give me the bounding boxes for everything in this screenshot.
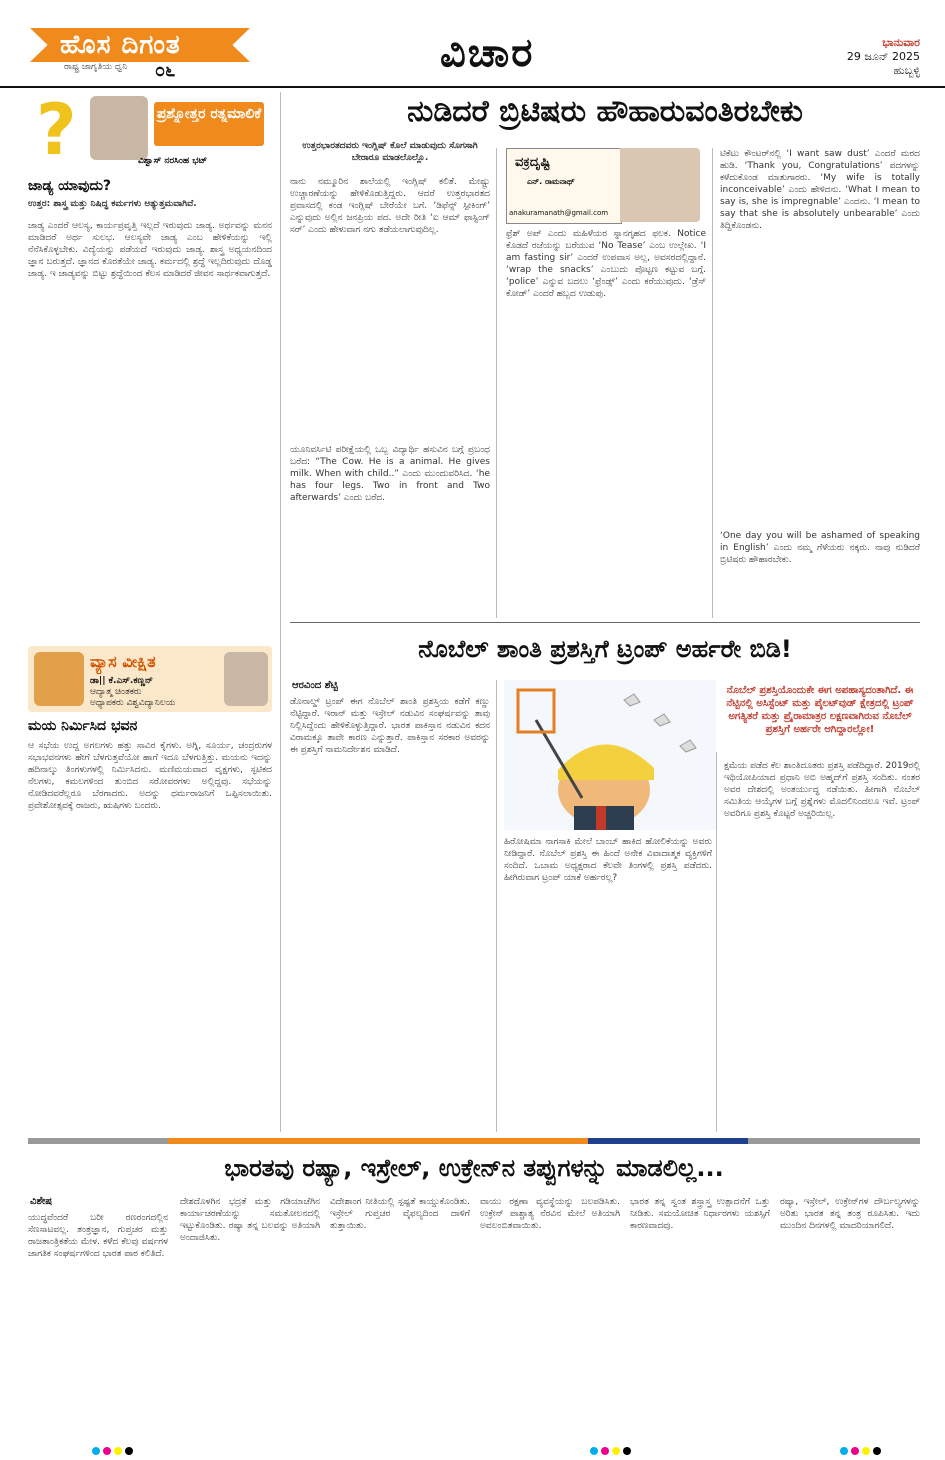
trump-col1: ಡೊನಾಲ್ಡ್ ಟ್ರಂಪ್ ಈಗ ನೊಬೆಲ್ ಶಾಂತಿ ಪ್ರಶಸ್ತಿಯ ಕಡೆಗೆ ಕಣ್ಣು ನೆಟ್ಟಿದ್ದಾರೆ. ಇರಾನ್ ಮತ್ತು ಇಸ್ರೇಲ್ ನಡುವಿನ ಸಂಘರ್ಷವನ್ನು ತಾವು ನಿಲ್ಲಿಸಿದ್ದೆಂದು ಹೇಳಿಕೊಳ್ಳುತ್ತಿದ್ದಾರೆ. ಭಾರತ ಪಾಕಿಸ್ತಾನ ನಡುವಿನ ಕದನ ವಿರಾಮಕ್ಕೂ ತಾವೇ ಕಾರಣ ಎನ್ನುತ್ತಾರೆ. ಪಾಕಿಸ್ತಾನ ಸರಕಾರ ಅವರನ್ನು ಈ ಪ್ರಶಸ್ತಿಗೆ ನಾಮನಿರ್ದೇಶನ ಮಾಡಿದೆ. xyxy=(290,697,490,755)
vyasa-author-block xyxy=(90,676,175,709)
main-col3: ಟಿಕೆಟು ಕೌಂಟರ್‌ನಲ್ಲಿ ‘I want saw dust’ ಎಂದರೆ ಮರದ ಹುಡಿ. ‘Thank you, Congratulations’ ಪದಗಳನ್ನು ಕಳೆದುಕೊಂಡ ಮಾತುಗಾರರು. ‘My wife is totally inconceivable’ ಎಂದು ಹೇಳಿದನು. ‘What I mean to say is, she is impregnable’ ಎಂದನು. ‘I mean to say that she is absolutely unbearable’ ಎಂದು ತಿದ್ದಿಕೊಂಡನು. xyxy=(720,149,920,231)
vyasa-series-title: ವ್ಯಾಸ ವೀಕ್ಷಿತ xyxy=(90,652,156,671)
main-author: ಎನ್. ರಾಮನಾಥ್ xyxy=(527,177,575,186)
column-divider xyxy=(280,92,281,1132)
trump-author: ಆರವಿಂದ ಶೆಟ್ಟಿ xyxy=(292,680,338,691)
separator-band xyxy=(588,1138,748,1144)
vyasa-author: ಡಾ|| ಕೆ.ಎಸ್.ಕಣ್ಣನ್ xyxy=(90,676,153,686)
qa-lead: ಉತ್ತರ: ಶಾಸ್ತ್ರ ಮತ್ತು ನಿಷಿದ್ಧ ಕರ್ಮಗಳು ಅತ್ಯುತ್ತಮವಾಗಿವೆ. xyxy=(28,199,197,209)
separator-band xyxy=(28,1138,168,1144)
vyasa-headline[interactable]: ಮಯ ನಿರ್ಮಿಸಿದ ಭವನ xyxy=(28,718,138,734)
column-divider xyxy=(496,680,497,1132)
qa-author: ವಿಶ್ವಾಸ್ ನರಸಿಂಹ ಭಟ್ xyxy=(138,156,208,166)
sage-illustration xyxy=(34,652,84,706)
main-col1b: ಯೂನಿವರ್ಸಿಟಿ ಪರೀಕ್ಷೆಯಲ್ಲಿ ಒಬ್ಬ ವಿದ್ಯಾರ್ಥಿ ಹಸುವಿನ ಬಗ್ಗೆ ಪ್ರಬಂಧ ಬರೆದ: “The Cow. He is a animal. He gives milk. When with child..” ಎಂದು ಮುಂದುವರಿಸಿದ. ‘he has four legs. Two in front and Two afterwards’ ಎಂದು ಬರೆದ. xyxy=(290,445,490,503)
column-divider xyxy=(496,148,497,618)
section-title: ವಿಚಾರ xyxy=(440,30,535,76)
vyasa-author-org: ಅಧ್ಯಾಪಕರು ವಿಶ್ವವಿದ್ಯಾನಿಲಯ xyxy=(90,698,176,708)
column-divider xyxy=(712,148,713,618)
column-name: ವಕ್ರದೃಷ್ಟಿ xyxy=(515,155,551,170)
bottom-col4: ವಾಯು ರಕ್ಷಣಾ ವ್ಯವಸ್ಥೆಯನ್ನು ಬಲಪಡಿಸಿತು. ಉಕ್ರೇನ್ ಪಾಶ್ಚಾತ್ಯ ನೆರವಿನ ಮೇಲೆ ಅತಿಯಾಗಿ ಅವಲಂಬಿತವಾಯಿತು. xyxy=(480,1197,620,1231)
issue-date: 29 ಜೂನ್ 2025 xyxy=(846,50,920,63)
vyasa-author-role: ಆದ್ಯಾತ್ಮ ಚಿಂತಕರು xyxy=(90,687,142,697)
bottom-col3: ವಿದೇಶಾಂಗ ನೀತಿಯಲ್ಲಿ ಸ್ಪಷ್ಟತೆ ಕಾಯ್ದುಕೊಂಡಿತು. ಇಸ್ರೇಲ್ ಗುಪ್ತಚರ ವೈಫಲ್ಯದಿಂದ ದಾಳಿಗೆ ತುತ್ತಾಯಿತು. xyxy=(330,1197,470,1231)
qa-header xyxy=(28,92,272,172)
registration-marks xyxy=(590,1440,634,1459)
issue-city: ಹುಬ್ಬಳ್ಳಿ xyxy=(893,64,920,77)
separator-band xyxy=(168,1138,588,1144)
issue-day: ಭಾನುವಾರ xyxy=(882,36,920,49)
paper-name[interactable]: ಹೊಸ ದಿಗಂತ xyxy=(60,30,181,60)
paper-tagline: ರಾಷ್ಟ್ರ ಜಾಗೃತಿಯ ಧ್ವನಿ xyxy=(64,62,128,72)
qa-series-title: ಪ್ರಶ್ನೋತ್ತರ ರತ್ನಮಾಲಿಕೆ xyxy=(154,102,264,146)
bottom-col6: ರಷ್ಯಾ, ಇಸ್ರೇಲ್, ಉಕ್ರೇನ್‌ಗಳ ದೌರ್ಬಲ್ಯಗಳನ್ನು ಅರಿತು ಭಾರತ ತನ್ನ ತಂತ್ರ ರೂಪಿಸಿತು. ಇದು ಮುಂದಿನ ದಿನಗಳಲ್ಲಿ ಮಾದರಿಯಾಗಲಿದೆ. xyxy=(780,1197,920,1231)
trump-col3: ಕ್ಷಮೆಯ ಪಡೆದ ಕೆಲ ಶಾಂತಿದೂತರು ಪ್ರಶಸ್ತಿ ಪಡೆದಿದ್ದಾರೆ. 2019ರಲ್ಲಿ ಇಥಿಯೋಪಿಯಾದ ಪ್ರಧಾನಿ ಅಬಿ ಅಹ್ಮದ್‌ಗೆ ಪ್ರಶಸ್ತಿ ಸಂದಿತು. ನಂತರ ಅವರ ದೇಶದಲ್ಲಿ ಅಂತರ್ಯುದ್ಧ ನಡೆಯಿತು. ಹೀಗಾಗಿ ನೊಬೆಲ್ ಸಮಿತಿಯ ಆಯ್ಕೆಗಳ ಬಗ್ಗೆ ಪ್ರಶ್ನೆಗಳು ಮೊದಲಿನಿಂದಲೂ ಇವೆ. ಟ್ರಂಪ್ ಅವರಿಗೂ ಪ್ರಶಸ್ತಿ ಕೊಟ್ಟರೆ ಅಚ್ಚರಿಯಿಲ್ಲ. xyxy=(724,761,920,819)
main-headline[interactable]: ನುಡಿದರೆ ಬ್ರಿಟಿಷರು ಹೌಹಾರುವಂತಿರಬೇಕು xyxy=(407,94,803,129)
trump-col2: ಹಿರೋಷಿಮಾ ನಾಗಸಾಕಿ ಮೇಲೆ ಬಾಂಬ್ ಹಾಕಿದ ಹೋಲಿಕೆಯನ್ನು ಅವರು ನೀಡಿದ್ದಾರೆ. ನೊಬೆಲ್ ಪ್ರಶಸ್ತಿ ಈ ಹಿಂದೆ ಅನೇಕ ವಿವಾದಾತ್ಮಕ ವ್ಯಕ್ತಿಗಳಿಗೆ ಸಂದಿದೆ. ಒಬಾಮ ಅಧ್ಯಕ್ಷರಾದ ಕೆಲವೇ ತಿಂಗಳಲ್ಲಿ ಪ್ರಶಸ್ತಿ ಪಡೆದರು. ಹೀಗಿರುವಾಗ ಟ್ರಂಪ್ ಯಾಕೆ ಅರ್ಹರಲ್ಲ? xyxy=(504,837,712,883)
main-deck: ಉತ್ತರಭಾರತದವರು ಇಂಗ್ಲಿಷ್ ಕೊಲೆ ಮಾಡುವುದು ಸೊಗಸಾಗಿ ಬೇರಾರೂ ಮಾಡಲೊಲ್ಲೊ. xyxy=(302,141,478,163)
trump-cartoon xyxy=(504,680,716,830)
registration-marks xyxy=(92,1440,136,1459)
qa-headline[interactable]: ಜಾಡ್ಯ ಯಾವುದು? xyxy=(28,178,112,194)
date-box xyxy=(810,36,920,78)
bottom-author: ವಿಶೇಷ xyxy=(30,1196,53,1207)
trump-pullquote: ನೊಬೆಲ್ ಪ್ರಶಸ್ತಿಯೊಂದುಕೇ ಈಗ ಅಪಹಾಸ್ಯದಂತಾಗಿದೆ. ಈ ನೆಟ್ಟಿನಲ್ಲಿ ಅಸಿಸ್ಟೆಂಟ್ ಮತ್ತು ಪೈಲಟ್‌ವುಡ್ ಕ್ಷೇತ್ರದಲ್ಲಿ ಟ್ರಂಪ್ ಅಗತ್ಯಿತರೆ ಮತ್ತು ಪ್ರೈರಾಮಾತ್ರರ ಲಕ್ಷಣವಾಗಿರುವ ನೊಬೆಲ್ ಪ್ರಶಸ್ತಿಗೆ ಅರ್ಹರೇ ಆಗಿದ್ದಾರಲ್ಲೋ! xyxy=(726,685,914,735)
bottom-col5: ಭಾರತ ತನ್ನ ಸ್ವಂತ ಶಸ್ತ್ರಾಸ್ತ್ರ ಉತ್ಪಾದನೆಗೆ ಒತ್ತು ನೀಡಿತು. ಸಮಯೋಚಿತ ನಿರ್ಧಾರಗಳು ಯಶಸ್ಸಿಗೆ ಕಾರಣವಾದವು. xyxy=(630,1197,770,1231)
column-divider xyxy=(716,752,717,1132)
bottom-col1: ಯುದ್ಧವೆಂದರೆ ಬರೀ ರಣರಂಗದಲ್ಲಿನ ಸೆಣಸಾಟವಲ್ಲ. ತಂತ್ರಜ್ಞಾನ, ಗುಪ್ತಚರ ಮತ್ತು ರಾಜತಾಂತ್ರಿಕತೆಯ ಮೇಳ. ಕಳೆದ ಕೆಲವು ವರ್ಷಗಳ ಜಾಗತಿಕ ಸಂಘರ್ಷಗಳಿಂದ ಭಾರತ ಪಾಠ ಕಲಿತಿದೆ. xyxy=(28,1213,168,1259)
svg-text:?: ? xyxy=(36,92,77,164)
main-col2: ಫ್ರೆಶ್ ಅಪ್ ಎಂದು ಮಹಿಳೆಯರ ಸ್ನಾನಗೃಹದ ಫಲಕ. Notice ಕೊಡದೆ ರಜೆಯನ್ನು ಬರೆಯುವ ‘No Tease’ ಎಂಬ ಉಲ್ಲೇಖ. ‘I am fasting sir’ ಎಂದರೆ ಉಪವಾಸ ಅಲ್ಲ, ಅವಸರದಲ್ಲಿದ್ದಾನೆ. ‘wrap the snacks’ ಎಂಬುದು ಪೊಟ್ಟಣ ಕಟ್ಟುವ ಬಗ್ಗೆ. ‘police’ ಎನ್ನುವ ಬದಲು ‘ಫ್ರೆಂಡ್ಸ್’ ಎಂದು ಕರೆಯುವುದು. ‘ಡ್ರೆಸ್ ಕೋಡ್’ ಎಂದರೆ ಹಬ್ಬದ ಉಡುಪು. xyxy=(506,229,706,299)
vyasa-body: ಆ ಸಭೆಯ ಉದ್ದ ಅಗಲಗಳು ಹತ್ತು ಸಾವಿರ ಕೈಗಳು. ಅಗ್ನಿ, ಸೂರ್ಯ, ಚಂದ್ರರುಗಳ ಸಭಾಭವನಗಳು ಹೇಗೆ ಬೆಳಗುತ್ತವೆಯೋ ಹಾಗೆ ಇದೂ ಬೆಳಗುತ್ತಿತ್ತು. ಮಯನು ಇದನ್ನು ಹದಿನಾಲ್ಕು ತಿಂಗಳುಗಳಲ್ಲಿ ನಿರ್ಮಿಸಿದನು. ಮಣಿಮಯವಾದ ವೃಕ್ಷಗಳು, ಸ್ಫಟಿಕದ ನೆಲಗಳು, ಕಮಲಗಳಿಂದ ತುಂಬಿದ ಸರೋವರಗಳು ಅಲ್ಲಿದ್ದವು. ಸಭೆಯನ್ನು ನೋಡಿದವರೆಲ್ಲರೂ ಬೆರಗಾದರು. ಅದನ್ನು ಧರ್ಮರಾಜನಿಗೆ ಒಪ್ಪಿಸಲಾಯಿತು. ಪ್ರವೇಶೋತ್ಸವಕ್ಕೆ ರಾಜರು, ಋಷಿಗಳು ಬಂದರು. xyxy=(28,741,272,811)
qa-body: ಜಾಡ್ಯ ಎಂದರೆ ಆಲಸ್ಯ, ಕಾರ್ಯಪ್ರವೃತ್ತಿ ಇಲ್ಲದೆ ಇರುವುದು ಜಾಡ್ಯ. ಅರ್ಥವನ್ನು ಮನನ ಮಾಡಿದರೆ ಅರ್ಥ ಸುಲಭ. ಆಲಸ್ಯವೇ ಜಾಡ್ಯ ಎಂಬ ಹೇಳಿಕೆಯನ್ನು ಇಲ್ಲಿ ನೆನೆಸಿಕೊಳ್ಳಬೇಕು. ವಿದ್ಯೆಯನ್ನು ಪಡೆಯದೆ ಇರುವುದು ಜಾಡ್ಯ. ಶಾಸ್ತ್ರ ಅಧ್ಯಯನದಿಂದ ಜ್ಞಾನ ಬರುತ್ತದೆ. ಜ್ಞಾನದ ಕೊರತೆಯೇ ಜಾಡ್ಯ. ಕರ್ಮದಲ್ಲಿ ಶ್ರದ್ಧೆ ಇಲ್ಲದಿರುವುದು ದೊಡ್ಡ ಜಾಡ್ಯ. ಇ ಜಾಡ್ಯವನ್ನು ಬಿಟ್ಟು ಶ್ರದ್ಧೆಯಿಂದ ಕೆಲಸ ಮಾಡಿದರೆ ಜೀವನ ಸಾರ್ಥಕವಾಗುತ್ತದೆ. xyxy=(28,221,272,279)
main-author-photo xyxy=(620,148,700,222)
trump-headline[interactable]: ನೊಬೆಲ್ ಶಾಂತಿ ಪ್ರಶಸ್ತಿಗೆ ಟ್ರಂಪ್ ಅರ್ಹರೇ ಬಿಡಿ! xyxy=(418,635,792,663)
registration-marks xyxy=(840,1440,884,1459)
vyasa-header xyxy=(28,646,272,712)
vyasa-author-photo xyxy=(224,652,268,706)
page-number: ೦೬ xyxy=(155,60,176,81)
section-divider xyxy=(290,622,920,623)
main-col1: ನಾನು ನಮ್ಮೂರಿನ ಶಾಲೆಯಲ್ಲಿ ಇಂಗ್ಲಿಷ್ ಕಲಿತೆ. ಮೇಷ್ಟ್ರು ಉಚ್ಚಾರಣೆಯನ್ನು ಹೇಳಿಕೊಡುತ್ತಿದ್ದರು. ಆದರೆ ಉತ್ತರಭಾರತದ ಪ್ರವಾಸದಲ್ಲಿ ಕಂಡ ಇಂಗ್ಲಿಷ್ ಬೇರೆಯೇ ಬಗೆ. ‘ಡಿಫೆನ್ಸ್ ಸ್ಪೀಕಿಂಗ್’ ಎನ್ನುವುದು ಅಲ್ಲಿನ ಜನಪ್ರಿಯ ಪದ. ಅದೇ ರೀತಿ ‘ಐ ಆಮ್ ಫಾಸ್ಟಿಂಗ್ ಸರ್’ ಎಂದು ಹೇಳುವಾಗ ನಗು ತಡೆಯಲಾಗುವುದಿಲ್ಲ. xyxy=(290,177,490,235)
author-email[interactable]: anakuramanath@gmail.com xyxy=(509,209,609,217)
question-mark-icon xyxy=(28,92,88,164)
main-col3b: ‘One day you will be ashamed of speaking in English’ ಎಂದು ನಮ್ಮ ಗೆಳೆಯರು ನಕ್ಕರು. ನಾವು ನುಡಿದರೆ ಬ್ರಿಟಿಷರು ಹೌಹಾರಬೇಕು. xyxy=(720,531,920,565)
bottom-headline[interactable]: ಭಾರತವು ರಷ್ಯಾ, ಇಸ್ರೇಲ್, ಉಕ್ರೇನ್‌ನ ತಪ್ಪುಗಳನ್ನು ಮಾಡಲಿಲ್ಲ... xyxy=(224,1154,724,1182)
separator-band xyxy=(748,1138,920,1144)
masthead xyxy=(0,0,945,88)
bottom-col2: ದೇಶದೊಳಗಿನ ಭದ್ರತೆ ಮತ್ತು ಗಡಿಯಾಚೆಗಿನ ಕಾರ್ಯಾಚರಣೆಯನ್ನು ಸಮತೋಲನದಲ್ಲಿ ಇಟ್ಟುಕೊಂಡಿತು. ರಷ್ಯಾ ತನ್ನ ಬಲವನ್ನು ಅತಿಯಾಗಿ ಅಂದಾಜಿಸಿತು. xyxy=(180,1197,320,1243)
author-box xyxy=(506,148,622,224)
qa-author-photo xyxy=(90,96,148,160)
